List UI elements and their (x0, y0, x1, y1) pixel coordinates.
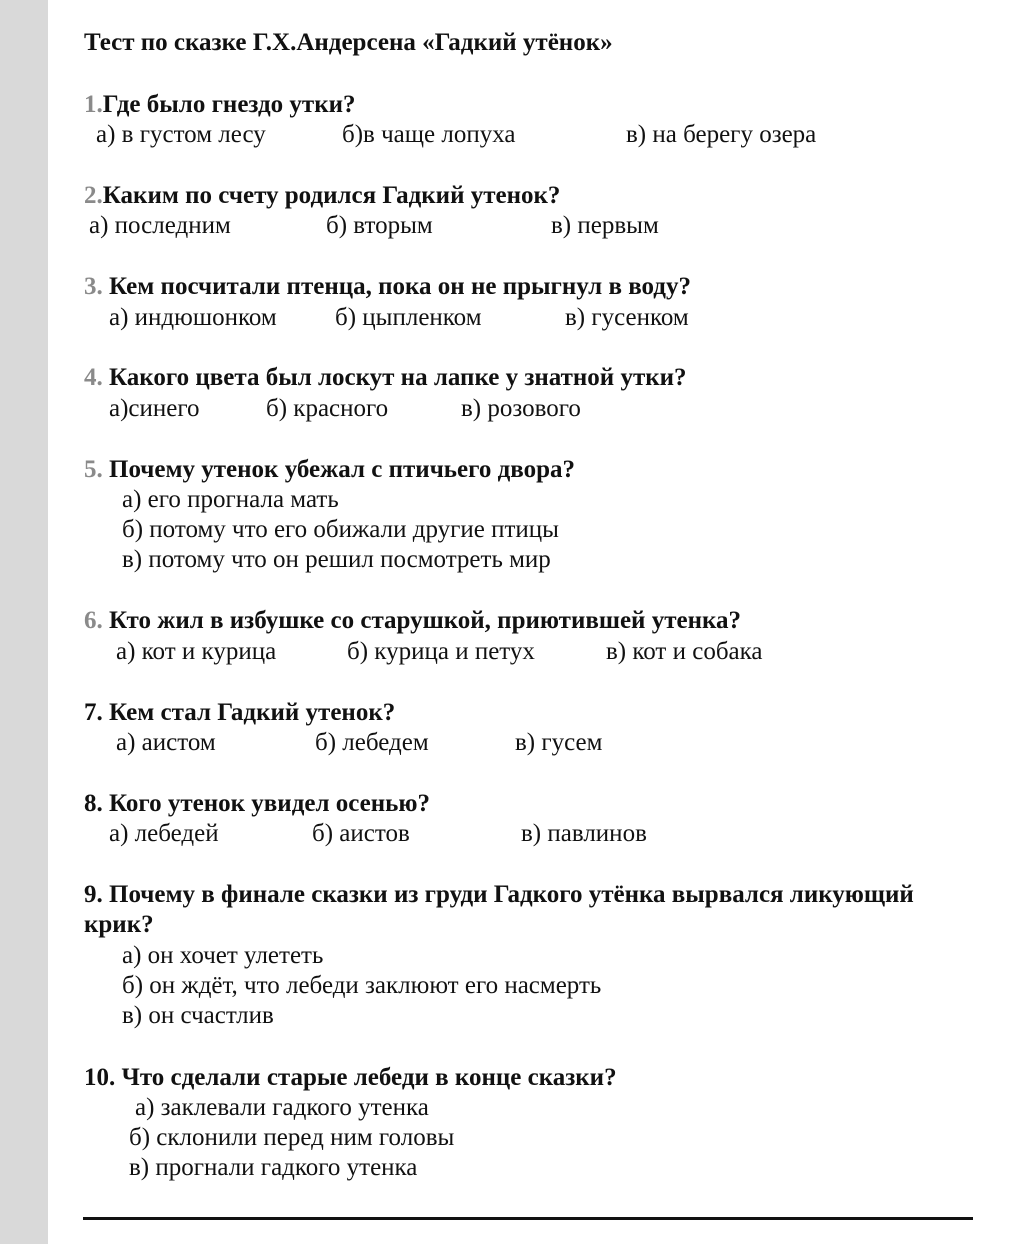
option-c: в) гусем (515, 729, 603, 756)
option-b: б) потому что его обижали другие птицы (122, 516, 559, 543)
question-number: 2. (84, 182, 103, 209)
option-a: а) в густом лесу (96, 121, 266, 148)
question-text: Каким по счету родился Гадкий утенок? (102, 182, 561, 209)
question-number: 10. (84, 1064, 116, 1091)
option-c: в) павлинов (521, 820, 647, 847)
option-c: в) кот и собака (606, 638, 763, 665)
option-c: в) розового (461, 395, 581, 422)
question-text: Почему в финале сказки из груди Гадкого утёнка вырвался ликующий крик? (84, 881, 914, 938)
question-1 (84, 90, 356, 120)
option-c: в) он счастлив (122, 1002, 274, 1029)
option-a: а) заклевали гадкого утенка (135, 1094, 429, 1121)
question-number: 5. (84, 456, 103, 483)
question-10 (84, 1063, 617, 1093)
option-b: б) цыпленком (335, 304, 482, 331)
option-c: в) первым (551, 212, 659, 239)
option-b: б) аистов (312, 820, 410, 847)
option-a: а) его прогнала мать (122, 486, 339, 513)
option-c: в) прогнали гадкого утенка (129, 1154, 418, 1181)
question-text: Почему утенок убежал с птичьего двора? (102, 456, 575, 483)
question-text: Кем стал Гадкий утенок? (102, 699, 396, 726)
option-a: а)синего (109, 395, 200, 422)
document-page (48, 0, 1032, 1244)
option-a: а) кот и курица (116, 638, 277, 665)
option-a: а) индюшонком (109, 304, 277, 331)
option-b: б) красного (266, 395, 389, 422)
option-c: в) гусенком (565, 304, 689, 331)
question-5 (84, 455, 575, 485)
question-text: Где было гнездо утки? (102, 91, 356, 118)
question-text: Кем посчитали птенца, пока он не прыгнул в воду? (102, 273, 691, 300)
question-text: Кого утенок увидел осенью? (102, 790, 430, 817)
question-4 (84, 363, 687, 393)
question-number: 6. (84, 607, 103, 634)
question-6 (84, 606, 741, 636)
question-number: 4. (84, 364, 103, 391)
question-number: 8. (84, 790, 103, 817)
question-number: 1. (84, 91, 103, 118)
question-9 (84, 880, 984, 940)
question-3 (84, 272, 691, 302)
question-7 (84, 698, 395, 728)
option-b: б)в чаще лопуха (342, 121, 516, 148)
question-number: 7. (84, 699, 103, 726)
question-8 (84, 789, 430, 819)
question-number: 9. (84, 881, 103, 908)
option-a: а) лебедей (109, 820, 219, 847)
option-b: б) вторым (326, 212, 433, 239)
question-text: Какого цвета был лоскут на лапке у знатной утки? (102, 364, 687, 391)
option-b: б) лебедем (315, 729, 429, 756)
question-number: 3. (84, 273, 103, 300)
page-title: Тест по сказке Г.Х.Андерсена «Гадкий утёнок» (84, 29, 613, 56)
question-2 (84, 181, 560, 211)
option-a: а) аистом (116, 729, 216, 756)
option-c: в) на берегу озера (626, 121, 817, 148)
option-a: а) он хочет улететь (122, 942, 324, 969)
question-text: Что сделали старые лебеди в конце сказки? (115, 1064, 617, 1091)
option-c: в) потому что он решил посмотреть мир (122, 546, 551, 573)
option-b: б) курица и петух (347, 638, 535, 665)
question-text: Кто жил в избушке со старушкой, приютившей утенка? (102, 607, 742, 634)
option-b: б) он ждёт, что лебеди заклюют его насмерть (122, 972, 602, 999)
option-a: а) последним (89, 212, 231, 239)
option-b: б) склонили перед ним головы (129, 1124, 455, 1151)
bottom-divider (83, 1217, 973, 1220)
